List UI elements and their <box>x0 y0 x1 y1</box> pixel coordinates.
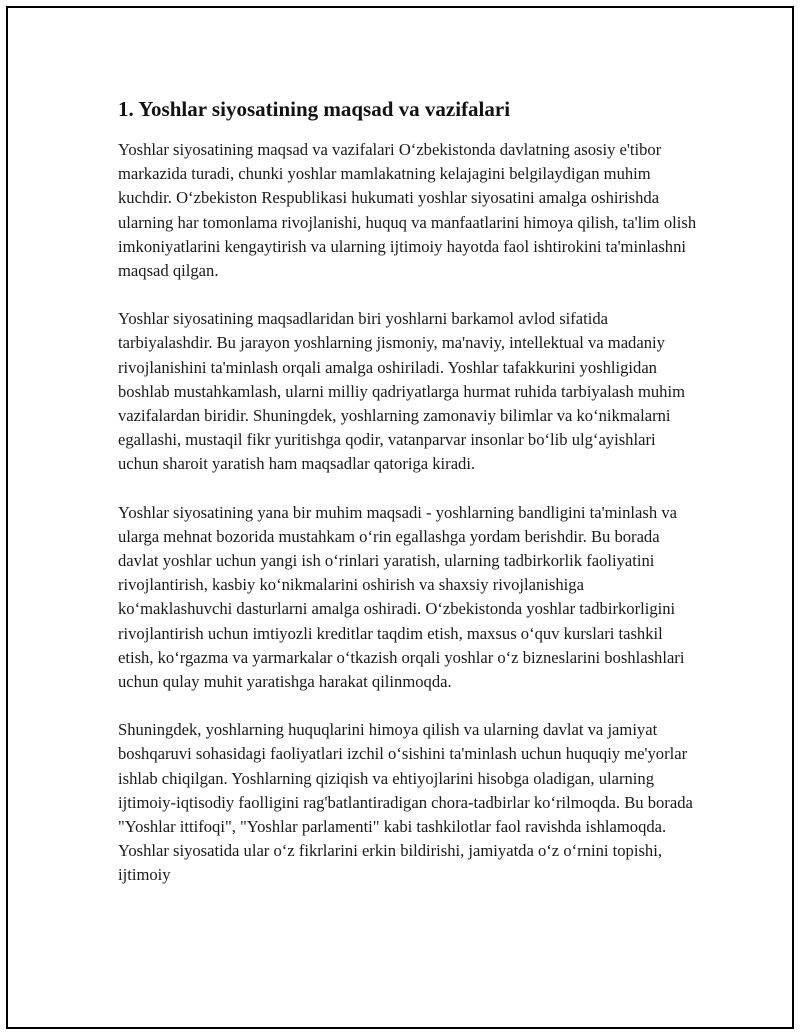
section-heading: 1. Yoshlar siyosatining maqsad va vazifalari <box>118 97 511 121</box>
document-page <box>6 6 794 1029</box>
paragraph-2: Yoshlar siyosatining maqsadlaridan biri yoshlarni barkamol avlod sifatida tarbiyalashdir. Bu jarayon yoshlarning jismoniy, ma'naviy, intellektual va madaniy rivojlanishini ta'minlash orqali amalga oshiriladi. Yoshlar tafakkurini yoshligidan boshlab mustahkamlash, ularni milliy qadriyatlarga hurmat ruhida tarbiyalash muhim vazifalardan biridir. Shuningdek, yoshlarning zamonaviy bilimlar va ko‘nikmalarni egallashi, mustaqil fikr yuritishga qodir, vatanparvar insonlar bo‘lib ulg‘ayishlari uchun sharoit yaratish ham maqsadlar qatoriga kiradi. <box>118 309 685 474</box>
paragraph-1: Yoshlar siyosatining maqsad va vazifalari O‘zbekistonda davlatning asosiy e'tibor markazida turadi, chunki yoshlar mamlakatning kelajagini belgilaydigan muhim kuchdir. O‘zbekiston Respublikasi hukumati yoshlar siyosatini amalga oshirishda ularning har tomonlama rivojlanishi, huquq va manfaatlarini himoya qilish, ta'lim olish imkoniyatlarini kengaytirish va ularning ijtimoiy hayotda faol ishtirokini ta'minlashni maqsad qilgan. <box>118 140 697 281</box>
paragraph-4: Shuningdek, yoshlarning huquqlarini himoya qilish va ularning davlat va jamiyat boshqaruvi sohasidagi faoliyatlari izchil o‘sishini ta'minlash uchun huquqiy me'yorlar ishlab chiqilgan. Yoshlarning qiziqish va ehtiyojlarini hisobga oladigan, ularning ijtimoiy-iqtisodiy faolligini rag'batlantiradigan chora-tadbirlar ko‘rilmoqda. Bu borada "Yoshlar ittifoqi", "Yoshlar parlamenti" kabi tashkilotlar faol ravishda ishlamoqda. Yoshlar siyosatida ular o‘z fikrlarini erkin bildirishi, jamiyatda o‘z o‘rnini topishi, ijtimoiy <box>118 720 693 885</box>
paragraph-3: Yoshlar siyosatining yana bir muhim maqsadi - yoshlarning bandligini ta'minlash va ularga mehnat bozorida mustahkam o‘rin egallashga yordam berishdir. Bu borada davlat yoshlar uchun yangi ish o‘rinlari yaratish, ularning tadbirkorlik faoliyatini rivojlantirish, kasbiy ko‘nikmalarini oshirish va shaxsiy rivojlanishiga ko‘maklashuvchi dasturlarni amalga oshiradi. O‘zbekistonda yoshlar tadbirkorligini rivojlantirish uchun imtiyozli kreditlar taqdim etish, maxsus o‘quv kurslari tashkil etish, ko‘rgazma va yarmarkalar o‘tkazish orqali yoshlar o‘z bizneslarini boshlashlari uchun qulay muhit yaratishga harakat qilinmoqda. <box>118 502 685 692</box>
document-body <box>118 96 698 912</box>
